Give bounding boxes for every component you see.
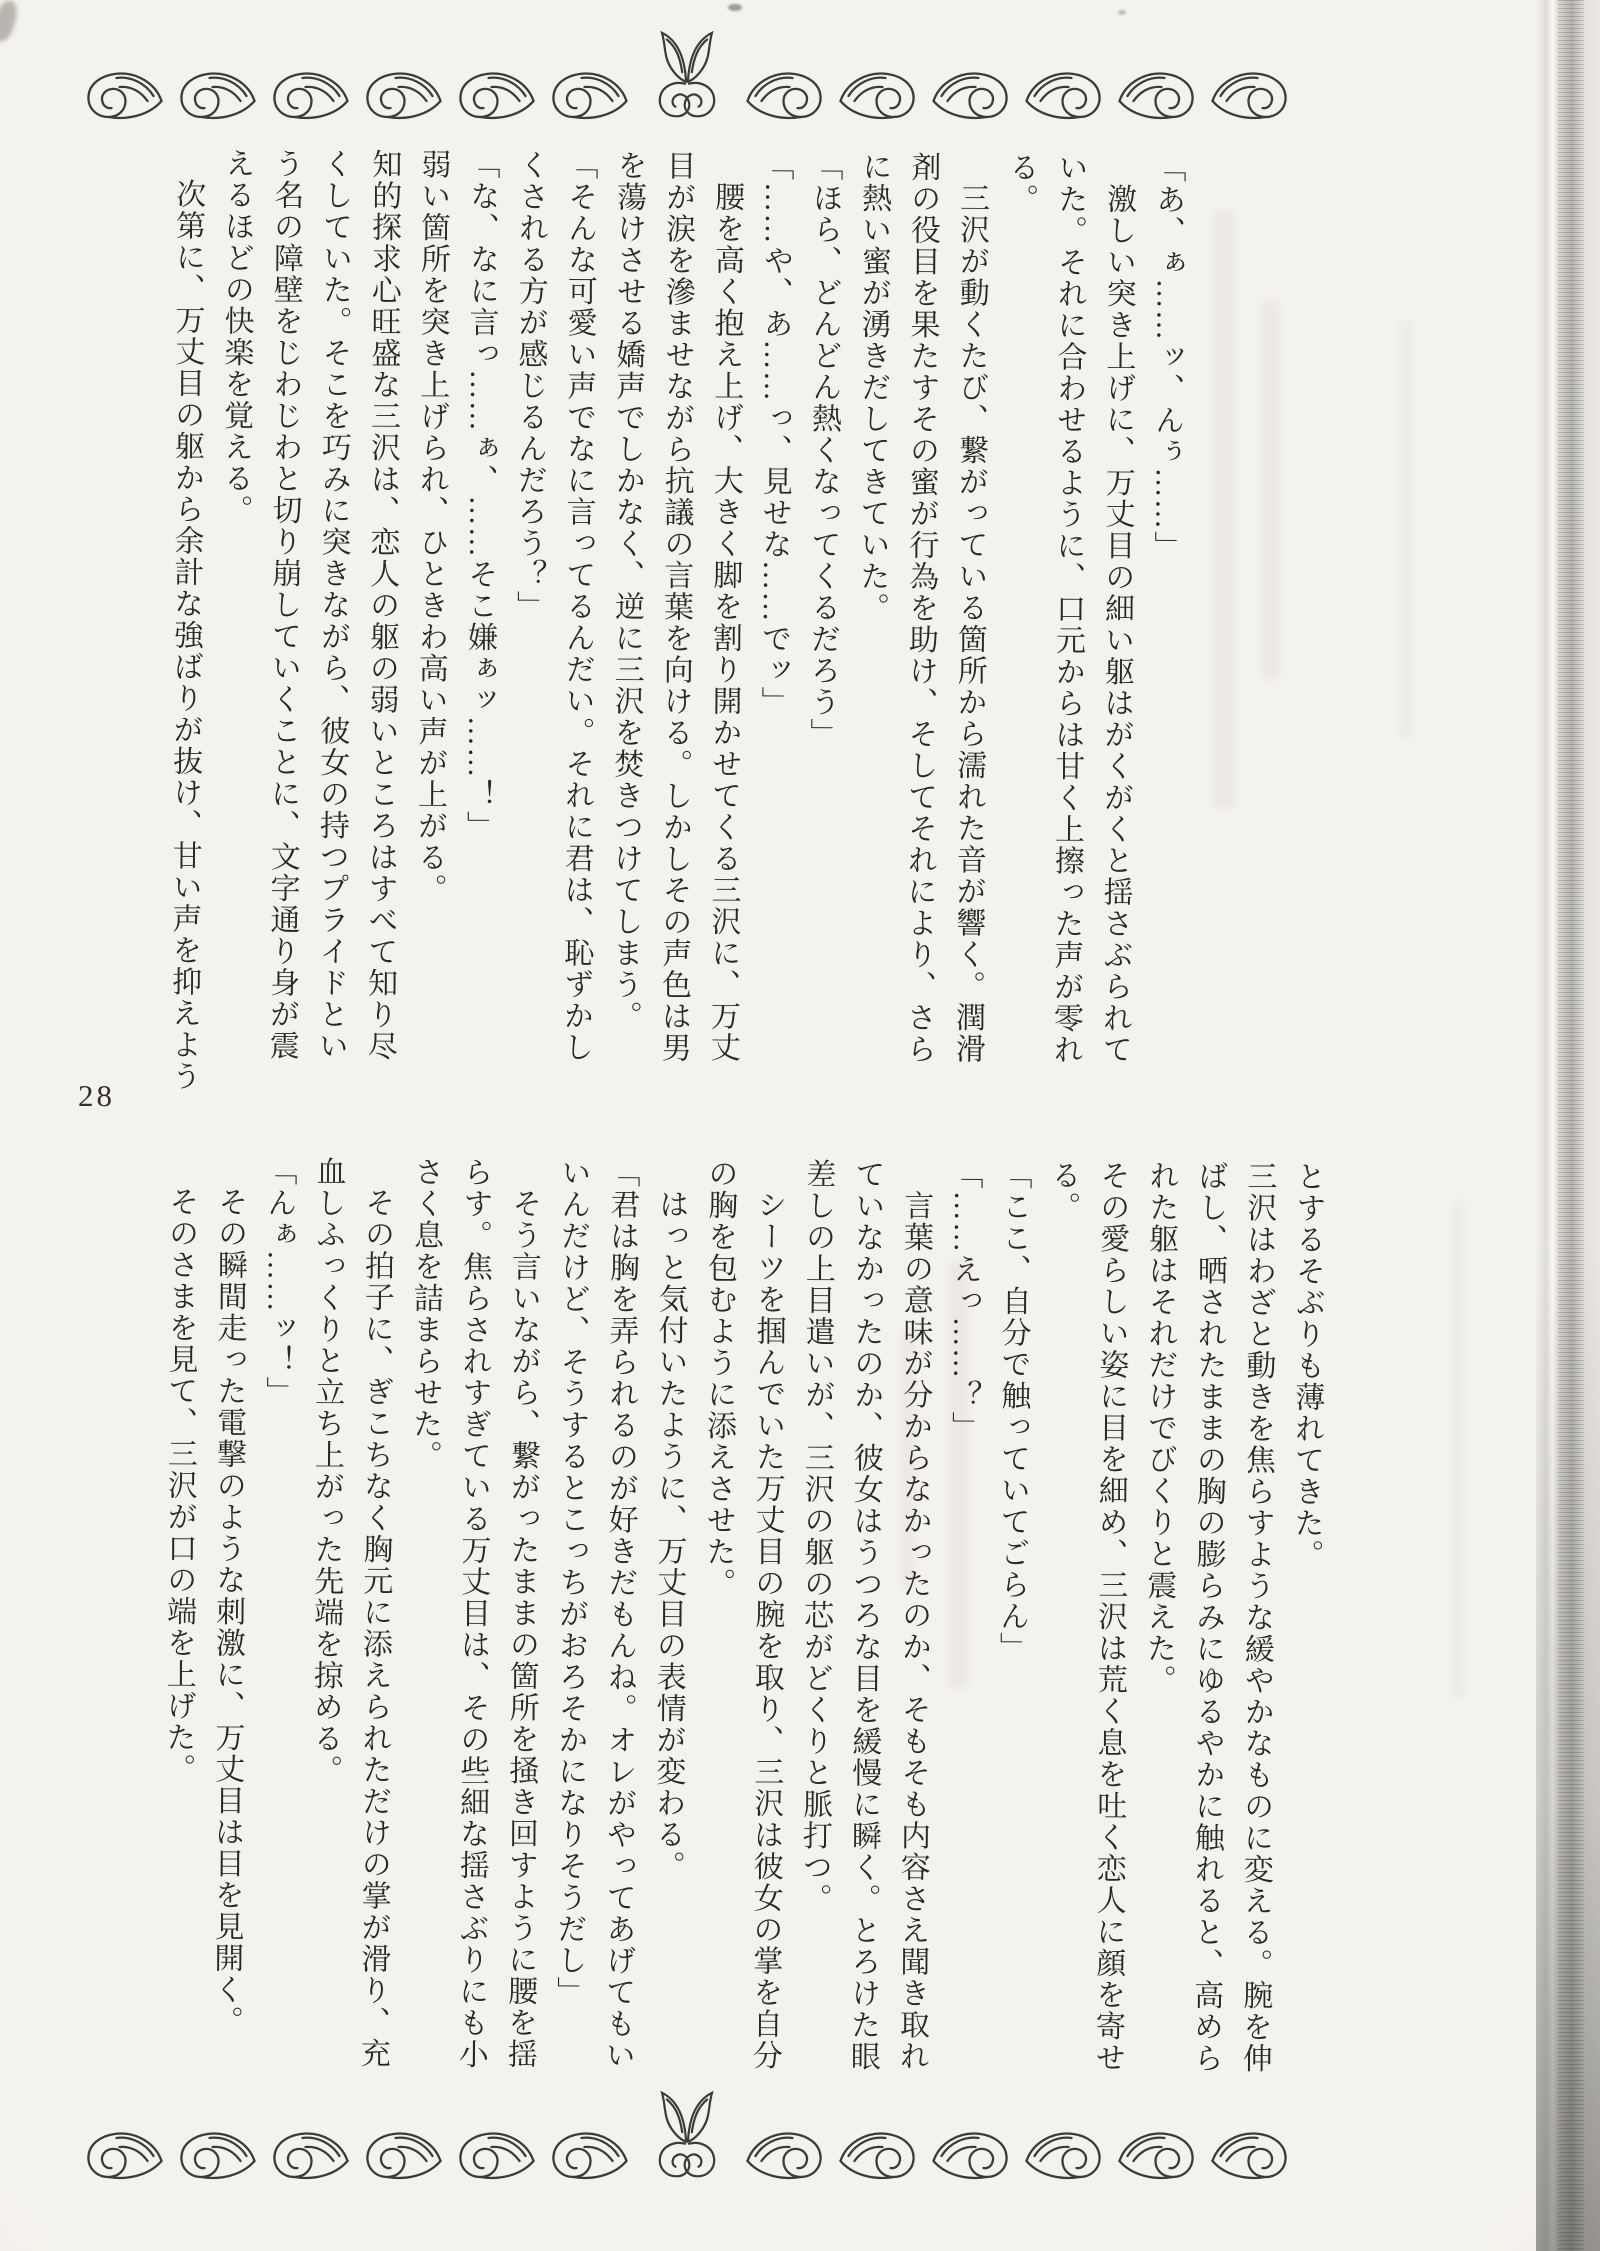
- text-column: くされる方が感じるんだろう？」: [512, 149, 548, 622]
- scroll-ornament-icon: [1205, 2126, 1298, 2186]
- text-column: 差しの上目遣いが、三沢の躯の芯がどくりと脈打つ。: [797, 1158, 835, 1915]
- scroll-ornament-icon: [169, 2126, 262, 2186]
- scroll-ornament-icon: [541, 66, 634, 126]
- scroll-ornament-icon: [926, 66, 1019, 126]
- scroll-ornament-icon: [76, 66, 169, 126]
- text-column: 「あ、ぁ……ッ、んぅ……」: [1149, 152, 1185, 563]
- bleedthrough-smudge: [1398, 320, 1414, 740]
- text-column: 「……や、あ……っ、見せな……でッ」: [756, 150, 793, 718]
- text-column: いんだけど、そうするとこっちがおろそかになりそうだし」: [552, 1157, 590, 2008]
- text-column: 言葉の意味が分からなかったのか、そもそも内容さえ聞き取れ: [894, 1189, 933, 2072]
- text-column: を蕩けさせる嬌声でしかなく、逆に三沢を焚きつけてしまう。: [607, 149, 646, 1032]
- text-column: 三沢が動くたび、繋がっている箇所から濡れた音が響く。潤滑: [950, 182, 989, 1065]
- scan-smudge: [0, 0, 20, 44]
- scroll-ornament-icon: [740, 2126, 833, 2186]
- text-column: 知的探求心旺盛な三沢は、恋人の躯の弱いところはすべて知り尽: [362, 148, 401, 1063]
- bleedthrough-smudge: [1262, 300, 1280, 680]
- scroll-ornament-icon: [740, 66, 833, 126]
- scroll-ornament-icon: [262, 66, 355, 126]
- scroll-ornament-icon: [448, 66, 541, 126]
- text-column: 「んぁ……ッ！」: [261, 1155, 296, 1408]
- text-column: とするそぶりも薄れてきた。: [1289, 1160, 1325, 1571]
- scroll-ornament-icon: [169, 66, 262, 126]
- text-column: その愛らしい姿に目を細め、三沢は荒く息を吐く恋人に顔を寄せ: [1090, 1159, 1129, 2074]
- page-number: 28: [78, 1078, 115, 1113]
- text-column: ばし、晒されたままの胸の膨らみにゆるやかに触れると、高めら: [1188, 1160, 1227, 2075]
- text-column: シーツを掴んでいた万丈目の腕を取り、三沢は彼女の掌を自分: [747, 1189, 786, 2072]
- scroll-ornament-icon: [76, 2126, 169, 2186]
- text-column: れた躯はそれだけでびくりと震えた。: [1141, 1160, 1178, 1696]
- top-ornament-border: [75, 26, 1299, 126]
- text-column: の胸を包むように添えさせた。: [701, 1157, 737, 1599]
- scan-speck: [728, 4, 742, 11]
- text-column: その拍子に、ぎこちなく胸元に添えられただけの掌が滑り、充: [355, 1186, 394, 2070]
- scroll-ornament-icon: [355, 66, 448, 126]
- bleedthrough-smudge: [900, 1330, 916, 1590]
- top-text-block: [159, 147, 1193, 1102]
- text-column: さく息を詰まらせた。: [407, 1156, 443, 1472]
- crest-ornament-icon: [639, 26, 735, 126]
- crest-ornament-icon: [639, 2086, 735, 2186]
- scroll-ornament-icon: [1205, 66, 1298, 126]
- text-column: いた。それに合わせるように、口元からは甘く上擦った声が零れ: [1048, 151, 1087, 1066]
- scroll-ornament-icon: [1019, 2126, 1112, 2186]
- text-column: る。: [1004, 151, 1038, 215]
- bleedthrough-smudge: [1213, 210, 1235, 810]
- bleedthrough-smudge: [1452, 1200, 1466, 1700]
- text-column: 血しふっくりと立ち上がった先端を掠める。: [308, 1155, 345, 1786]
- text-column: 弱い箇所を突き上げられ、ひときわ高い声が上がる。: [412, 148, 450, 905]
- text-column: 目が涙を滲ませながら抗議の言葉を向ける。しかしその声色は男: [656, 149, 695, 1064]
- text-column: に熱い蜜が湧きだしてきていた。: [855, 150, 891, 624]
- text-column: 「ほら、どんどん熱くなってくるだろう」: [805, 150, 842, 750]
- book-page-edge: [1536, 0, 1600, 2251]
- text-column: えるほどの快楽を覚える。: [218, 147, 254, 526]
- text-column: 「な、なに言っ……ぁ、……そこ嫌ぁッ……！」: [461, 148, 499, 843]
- text-column: う名の障壁をじわじわと切り崩していくことに、文字通り身が震: [264, 147, 303, 1062]
- scroll-ornament-icon: [833, 2126, 926, 2186]
- text-column: 「君は胸を弄られるのが好きだもんね。オレがやってあげてもい: [600, 1157, 639, 2071]
- scan-speck: [1118, 10, 1126, 15]
- text-column: その瞬間走った電撃のような刺激に、万丈目は目を見開く。: [208, 1186, 247, 2037]
- bottom-text-block: [151, 1155, 1332, 2121]
- text-column: ていなかったのか、彼女はうつろな目を緩慢に瞬く。とろけた眼: [845, 1158, 884, 2073]
- scroll-ornament-icon: [926, 2126, 1019, 2186]
- text-column: らす。焦らされすぎている万丈目は、その些細な揺さぶりにも小: [453, 1156, 492, 2071]
- text-column: 「そんな可愛い声でなに言ってるんだい。それに君は、恥ずかし: [558, 149, 597, 1064]
- bottom-ornament-border: [75, 2086, 1299, 2186]
- text-column: 「ここ、自分で触っていてごらん」: [994, 1159, 1031, 1664]
- scroll-ornament-icon: [833, 66, 926, 126]
- scroll-ornament-icon: [1019, 66, 1112, 126]
- text-column: 激しい突き上げに、万丈目の細い躯はがくがくと揺さぶられて: [1097, 183, 1136, 1066]
- text-column: くしていた。そこを巧みに突きながら、彼女の持つプライドとい: [313, 148, 352, 1062]
- scroll-ornament-icon: [355, 2126, 448, 2186]
- text-column: はっと気付いたように、万丈目の表情が変わる。: [650, 1188, 688, 1882]
- text-column: そう言いながら、繋がったままの箇所を掻き回すように腰を揺: [502, 1187, 541, 2070]
- text-column: 剤の役目を果たすその蜜が行為を助け、そしてそれにより、さら: [901, 151, 940, 1065]
- text-column: る。: [1046, 1159, 1080, 1223]
- text-column: 「……えっ……？」: [947, 1159, 982, 1443]
- scroll-ornament-icon: [448, 2126, 541, 2186]
- bleedthrough-smudge: [948, 1260, 968, 1690]
- text-column: そのさまを見て、三沢が口の端を上げた。: [161, 1185, 198, 1785]
- text-column: 三沢はわざと動きを焦らすような緩やかなものに変える。腕を伸: [1237, 1160, 1276, 2075]
- scroll-ornament-icon: [262, 2126, 355, 2186]
- scroll-ornament-icon: [1112, 2126, 1205, 2186]
- text-column: 腰を高く抱え上げ、大きく脚を割り開かせてくる三沢に、万丈: [705, 181, 744, 1064]
- scroll-ornament-icon: [541, 2126, 634, 2186]
- scroll-ornament-icon: [1112, 66, 1205, 126]
- text-column: 次第に、万丈目の躯から余計な強ばりが抜け、甘い声を抑えよう: [166, 178, 205, 1093]
